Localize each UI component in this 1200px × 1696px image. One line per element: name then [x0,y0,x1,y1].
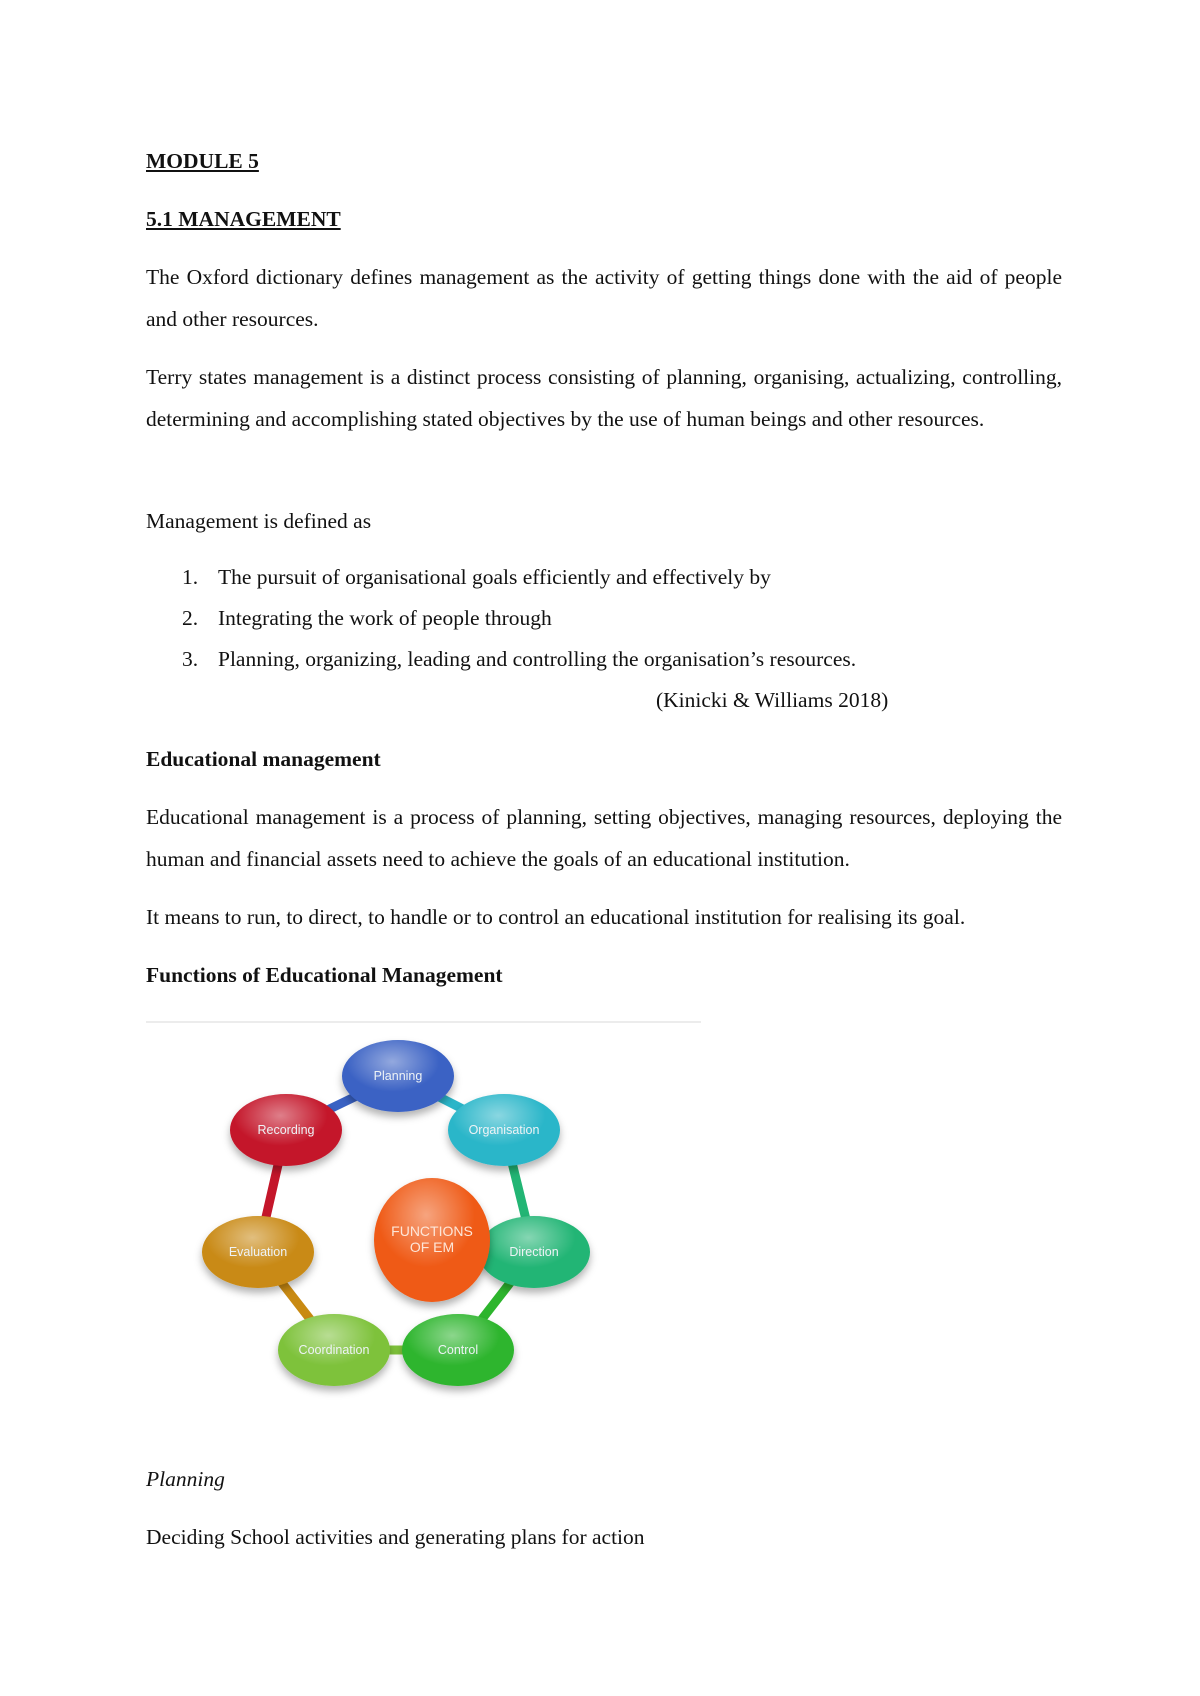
planning-description: Deciding School activities and generating plans for action [146,1525,645,1549]
functions-heading: Functions of Educational Management [146,963,503,987]
list-item: 1. The pursuit of organisational goals efficiently and effectively by [182,565,771,589]
cycle-node-label: Recording [257,1123,315,1137]
center-label-line2: OF EM [409,1239,455,1255]
cycle-node-recording [230,1094,342,1166]
cycle-node-label: Evaluation [228,1245,288,1259]
cycle-node-label: Planning [373,1069,423,1083]
paragraph-educational-management: Educational management is a process of planning, setting objectives, managing resources, deploying the human and financial assets need to achieve the goals of an educational institution. [146,805,1062,871]
cycle-node-planning [342,1040,454,1112]
functions-cycle-svg [146,1018,706,1438]
list-item: 2. Integrating the work of people through [182,606,552,630]
definition-list [146,557,856,680]
module-title: MODULE 5 [146,149,259,173]
center-node [374,1178,490,1302]
management-defined-intro: Management is defined as [146,509,372,533]
cycle-node-control [402,1314,514,1386]
functions-diagram [146,1018,706,1438]
cycle-node-organisation [448,1094,560,1166]
list-item: 3. Planning, organizing, leading and controlling the organisation’s resources. [182,647,857,671]
cycle-node-direction [478,1216,590,1288]
paragraph-oxford-definition: The Oxford dictionary defines management as the activity of getting things done with the aid of people and other resources. [146,265,1062,331]
section-title: 5.1 MANAGEMENT [146,207,341,231]
citation: (Kinicki & Williams 2018) [656,688,889,712]
cycle-node-label: Organisation [468,1123,540,1137]
cycle-node-evaluation [202,1216,314,1288]
planning-heading: Planning [146,1467,225,1491]
cycle-node-label: Coordination [298,1343,370,1357]
paragraph-terry-definition: Terry states management is a distinct process consisting of planning, organising, actualizing, controlling, determining and accomplishing stated objectives by the use of human beings and other resources. [146,365,1062,431]
cycle-node-label: Control [437,1343,479,1357]
cycle-node-coordination [278,1314,390,1386]
center-label-line1: FUNCTIONS [391,1223,473,1239]
paragraph-educational-management-meaning: It means to run, to direct, to handle or to control an educational institution for realising its goal. [146,905,966,929]
educational-management-heading: Educational management [146,747,381,771]
cycle-node-label: Direction [509,1245,559,1259]
